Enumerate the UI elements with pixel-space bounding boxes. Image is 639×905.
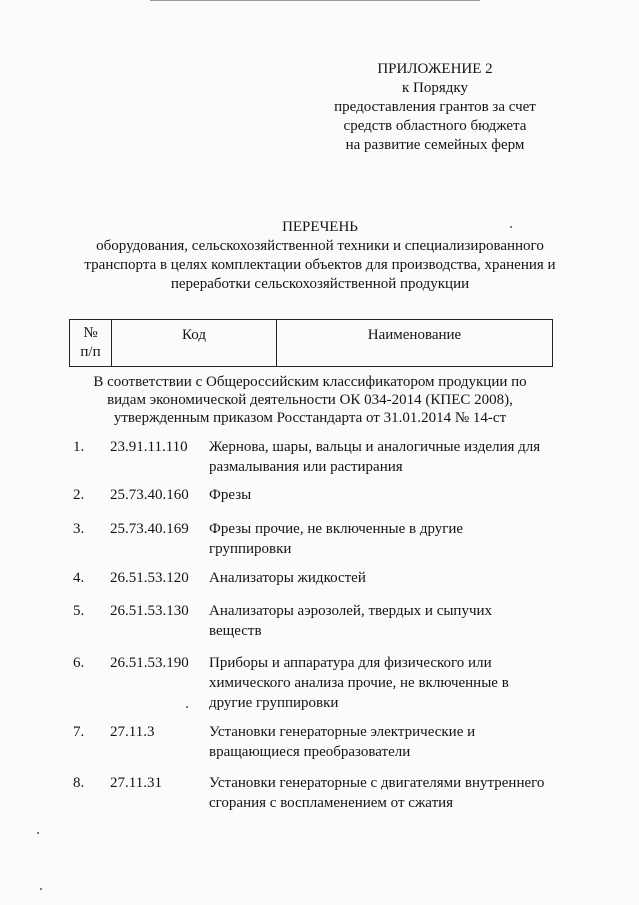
row-name-line: сгорания с воспламенением от сжатия xyxy=(209,795,454,811)
row-name-line: химического анализа прочие, не включенные в xyxy=(209,675,509,691)
row-name-line: Установки генераторные с двигателями внутреннего xyxy=(209,775,545,791)
row-code: 26.51.53.130 xyxy=(110,603,189,619)
row-number: 7. xyxy=(73,724,85,740)
appendix-block xyxy=(300,60,570,155)
row-number: 6. xyxy=(73,655,85,671)
row-code: 25.73.40.160 xyxy=(110,487,189,503)
header-num-cell xyxy=(70,320,112,366)
header-code-cell: Код xyxy=(112,320,277,366)
row-name-line: группировки xyxy=(209,541,292,557)
document-title xyxy=(40,218,600,294)
row-name-line: другие группировки xyxy=(209,695,339,711)
header-num-symbol: № xyxy=(83,325,98,341)
row-name xyxy=(209,601,548,641)
row-name xyxy=(209,485,548,505)
scan-edge-line xyxy=(150,0,480,1)
preface-line: утвержденным приказом Росстандарта от 31.01.2014 № 14-ст xyxy=(113,410,507,426)
preface-line: В соответствии с Общероссийским классификатором продукции по xyxy=(93,374,527,390)
row-name xyxy=(209,437,548,477)
row-number: 3. xyxy=(73,521,85,537)
preface-line: видам экономической деятельности ОК 034-2014 (КПЕС 2008), xyxy=(107,392,513,408)
row-code: 26.51.53.190 xyxy=(110,655,189,671)
row-name-line: Установки генераторные электрические и xyxy=(209,724,476,740)
row-name-line: Анализаторы аэрозолей, твердых и сыпучих xyxy=(209,603,493,619)
row-code: 25.73.40.169 xyxy=(110,521,189,537)
row-name xyxy=(209,519,548,559)
row-name xyxy=(209,722,548,762)
row-name-line: вращающиеся преобразователи xyxy=(209,744,411,760)
row-name-line: Анализаторы жидкостей xyxy=(209,570,366,586)
appendix-line: предоставления грантов за счет xyxy=(334,99,536,115)
row-number: 4. xyxy=(73,570,85,586)
row-name-line: Жернова, шары, вальцы и аналогичные изделия для xyxy=(209,439,541,455)
scan-speck xyxy=(40,888,42,890)
header-num-abbr: п/п xyxy=(80,344,101,360)
row-name xyxy=(209,773,548,813)
scan-speck xyxy=(37,832,39,834)
appendix-line: к Порядку xyxy=(402,80,468,96)
row-number: 1. xyxy=(73,439,85,455)
row-code: 27.11.3 xyxy=(110,724,155,740)
row-code: 26.51.53.120 xyxy=(110,570,189,586)
row-name-line: Приборы и аппаратура для физического или xyxy=(209,655,492,671)
appendix-line: на развитие семейных ферм xyxy=(345,137,525,153)
header-name-cell: Наименование xyxy=(367,327,462,343)
appendix-line: средств областного бюджета xyxy=(343,118,527,134)
table-header xyxy=(69,319,553,367)
row-name xyxy=(209,653,548,713)
row-name xyxy=(209,568,548,588)
row-name-line: Фрезы xyxy=(209,487,252,503)
row-code: 27.11.31 xyxy=(110,775,162,791)
title-heading: ПЕРЕЧЕНЬ xyxy=(282,219,358,235)
title-line: переработки сельскохозяйственной продукции xyxy=(170,276,470,292)
row-number: 5. xyxy=(73,603,85,619)
row-code: 23.91.11.110 xyxy=(110,439,188,455)
row-name-line: размалывания или растирания xyxy=(209,459,403,475)
scan-speck xyxy=(186,706,188,708)
title-line: оборудования, сельскохозяйственной техники и специализированного xyxy=(96,238,544,254)
row-number: 2. xyxy=(73,487,85,503)
row-number: 8. xyxy=(73,775,85,791)
classifier-preface xyxy=(60,373,560,427)
row-name-line: Фрезы прочие, не включенные в другие xyxy=(209,521,464,537)
row-name-line: веществ xyxy=(209,623,262,639)
title-line: транспорта в целях комплектации объектов для производства, хранения и xyxy=(84,257,556,273)
appendix-title: ПРИЛОЖЕНИЕ 2 xyxy=(377,61,493,77)
